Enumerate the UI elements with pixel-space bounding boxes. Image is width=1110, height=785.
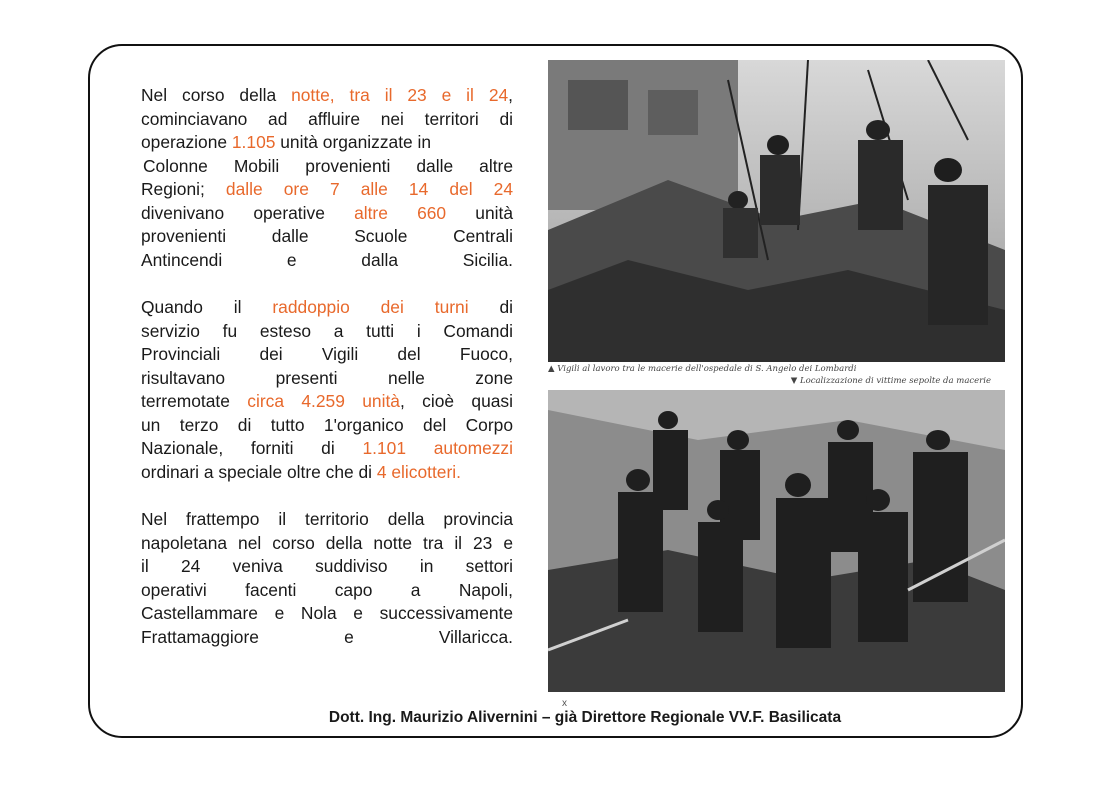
text-column <box>141 84 513 649</box>
text-span: , <box>508 85 514 105</box>
text-line: Castellammare e Nola e successivamente <box>141 603 513 623</box>
text-line: un terzo di tutto 1'organico del Corpo <box>141 414 513 435</box>
text-line: cominciavano ad affluire nei territori di <box>141 108 513 129</box>
text-span: unità organizzate in <box>275 132 432 152</box>
text-span: unità <box>446 202 513 223</box>
paragraph-2 <box>141 296 513 484</box>
text-span: Nazionale, forniti di <box>141 438 363 458</box>
text-line: Provinciali dei Vigili del Fuoco, <box>141 344 513 364</box>
highlight-text: dalle ore 7 alle 14 del 24 <box>225 179 513 199</box>
text-span: Regioni; <box>141 179 226 199</box>
highlight-text: notte, tra il 23 e il 24 <box>291 85 509 105</box>
text-span: Quando il <box>141 297 273 317</box>
text-line: Nel frattempo il territorio della provincia <box>141 509 513 529</box>
text-span: ordinari a speciale oltre che di <box>141 461 377 482</box>
highlight-text: 4 elicotteri. <box>376 461 461 482</box>
text-span: terremotate <box>141 391 248 411</box>
footer-text: Dott. Ing. Maurizio Alivernini – già Direttore Regionale VV.F. Basilicata <box>328 709 842 726</box>
text-span: di <box>468 297 513 317</box>
highlight-text: altre 660 <box>354 202 447 223</box>
text-line: il 24 veniva suddiviso in settori <box>141 556 513 576</box>
text-line: napoletana nel corso della notte tra il 23 e <box>141 532 513 553</box>
text-line: Frattamaggiore e Villaricca. <box>141 626 513 647</box>
text-line: operativi facenti capo a Napoli, <box>141 579 513 600</box>
text-span: Nel corso della <box>141 85 292 105</box>
footer-credit <box>0 709 1110 727</box>
paragraph-1 <box>141 84 513 272</box>
text-line: Colonne Mobili provenienti dalle altre <box>143 155 513 176</box>
caption-bottom: ▼ Localizzazione di vittime sepolte da macerie <box>790 376 991 386</box>
highlight-text: 1.105 <box>231 132 276 152</box>
photo-mark: x <box>562 698 567 709</box>
caption-top: ▲ Vigili al lavoro tra le macerie dell'ospedale di S. Angelo dei Lombardi <box>548 364 857 374</box>
highlight-text: raddoppio dei turni <box>272 297 469 317</box>
text-span: divenivano operative <box>141 202 355 223</box>
rescue-photo-hospital <box>548 60 1005 362</box>
paragraph-3 <box>141 508 513 649</box>
text-span: , cioè quasi <box>399 391 513 411</box>
text-line: Antincendi e dalla Sicilia. <box>141 249 513 270</box>
highlight-text: 1.101 automezzi <box>362 438 513 458</box>
text-line: risultavano presenti nelle zone <box>141 367 513 388</box>
text-line: provenienti dalle Scuole Centrali <box>141 226 513 246</box>
text-line: servizio fu esteso a tutti i Comandi <box>141 320 513 341</box>
highlight-text: circa 4.259 unità <box>247 391 400 411</box>
text-span: operazione <box>141 132 232 152</box>
rescue-photo-digging <box>548 390 1005 692</box>
